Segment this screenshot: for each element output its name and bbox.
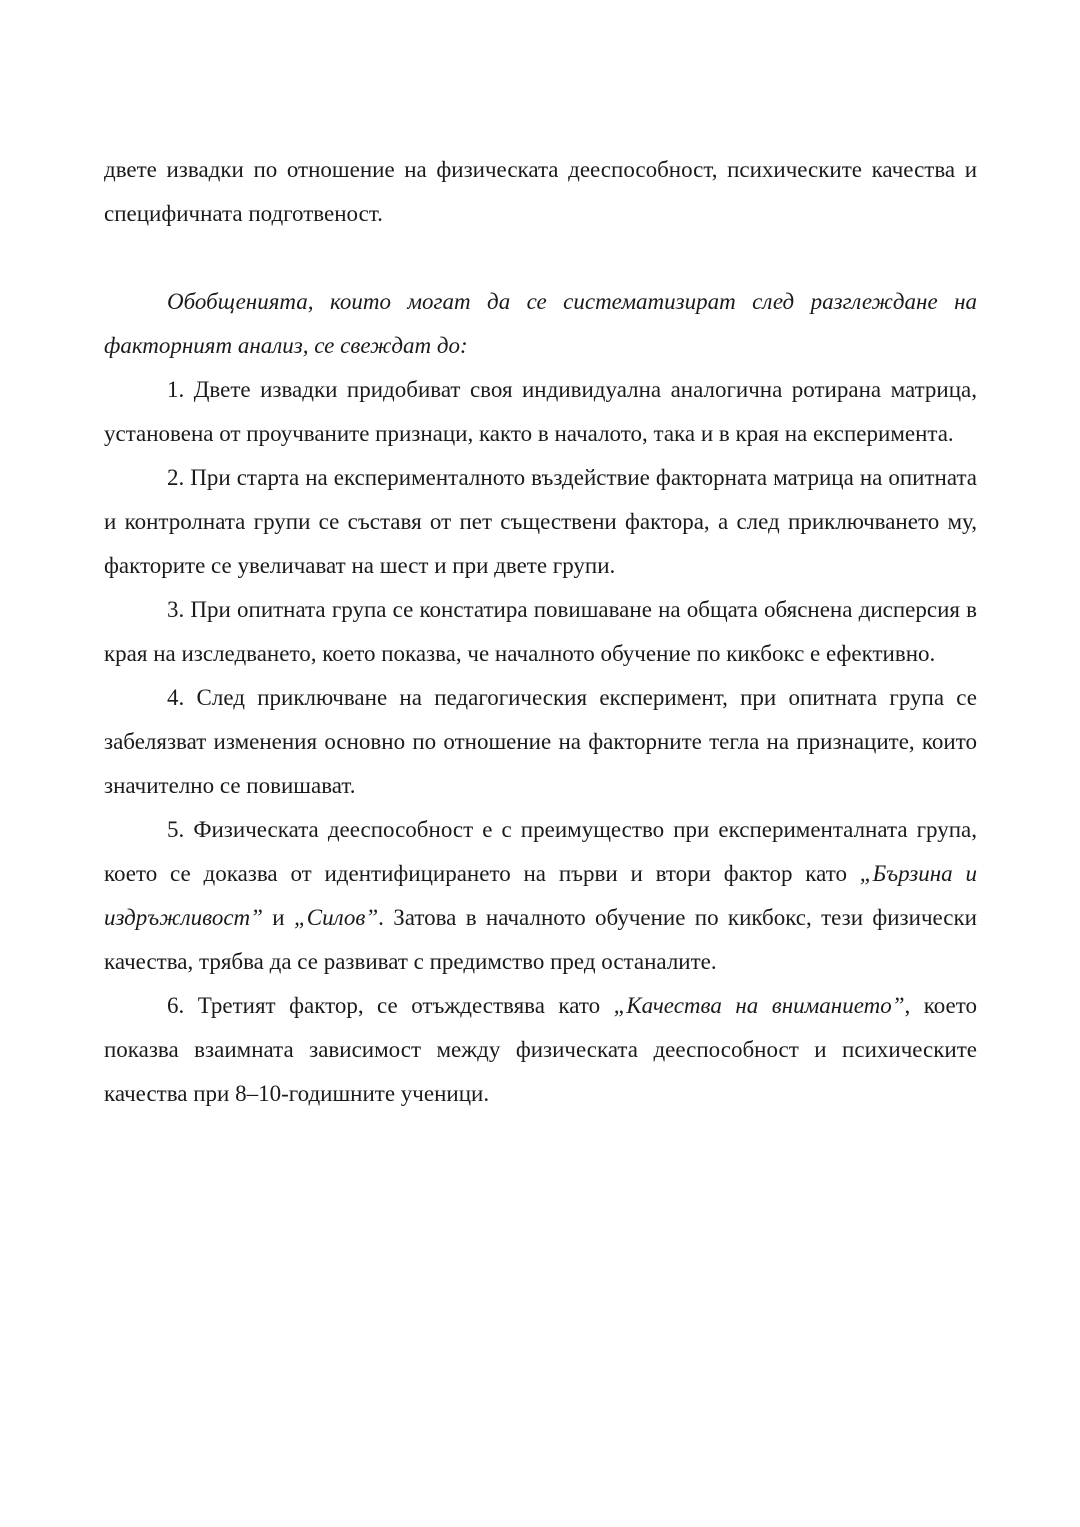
- list-item-6-text-c: , което показва взаимната зависимост между физическата дееспособност и психическите качества при 8–10-годишните ученици.: [104, 993, 977, 1106]
- factor-name-speed-endurance: „Бързина и издръжливост”: [104, 861, 977, 930]
- list-item-1: 1. Двете извадки придобиват своя индивидуална аналогична ротирана матрица, установена от проучваните признаци, както в началото, така и в края на експеримента.: [104, 377, 977, 446]
- list-item-5-text-c: и: [262, 905, 294, 930]
- list-item-4: 4. След приключване на педагогическия експеримент, при опитната група се забелязват изменения основно по отношение на факторните тегла на признаците, които значително се повишават.: [104, 685, 977, 798]
- factor-name-strength: „Силов”: [293, 905, 379, 930]
- list-item-6-text-a: 6. Третият фактор, се отъждествява като: [167, 993, 614, 1018]
- paragraph-summary-intro: Обобщенията, които могат да се систематизират след разглеждане на факторният анализ, се свеждат до:: [104, 289, 977, 358]
- list-item-5-text-a: 5. Физическата дееспособност е с преимущество при експерименталната група, което се доказва от идентифицирането на първи и втори фактор като: [104, 817, 977, 886]
- factor-name-attention-qualities: „Качества на вниманието”: [613, 993, 905, 1018]
- list-item-2: 2. При старта на експерименталното въздействие факторната матрица на опитната и контролната групи се съставя от пет съществени фактора, а след приключването му, факторите се увеличават на шест и при двете групи.: [104, 465, 977, 578]
- document-body: [104, 148, 977, 1116]
- list-item-5: [104, 808, 977, 984]
- list-item-5-text-e: . Затова в началното обучение по кикбокс, тези физически качества, трябва да се развиват с предимство пред останалите.: [104, 905, 977, 974]
- list-item-6: [104, 984, 977, 1116]
- paragraph-continuation: двете извадки по отношение на физическата дееспособност, психическите качества и специфичната подготвеност.: [104, 157, 977, 226]
- list-item-3: 3. При опитната група се констатира повишаване на общата обяснена дисперсия в края на изследването, което показва, че началното обучение по кикбокс е ефективно.: [104, 597, 977, 666]
